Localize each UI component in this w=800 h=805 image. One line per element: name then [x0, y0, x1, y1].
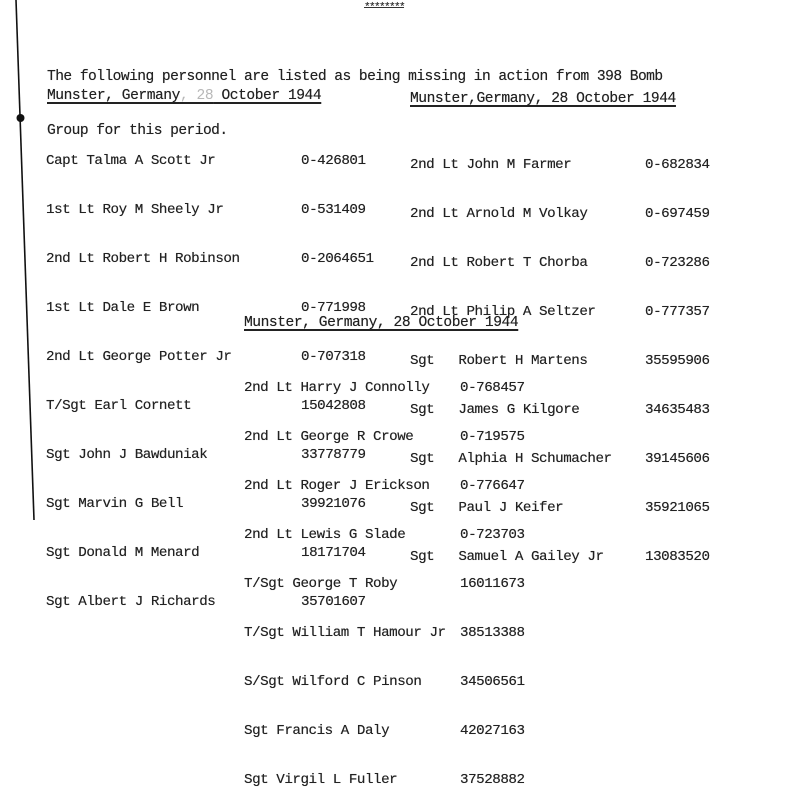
personnel-row	[244, 625, 525, 642]
personnel-name: 2nd Lt George Potter Jr	[46, 349, 232, 365]
personnel-name: 2nd Lt Lewis G Slade	[244, 527, 406, 543]
personnel-row	[410, 549, 710, 566]
serial-number: 39145606	[645, 451, 710, 467]
personnel-row	[46, 594, 366, 611]
personnel-name: Sgt Francis A Daly	[244, 723, 390, 739]
margin-hole-dot	[17, 114, 25, 122]
serial-number: 13083520	[645, 549, 710, 565]
personnel-name: S/Sgt Wilford C Pinson	[244, 674, 422, 690]
personnel-name: Sgt Alphia H Schumacher	[410, 451, 612, 467]
personnel-row	[46, 300, 366, 317]
serial-number: 15042808	[301, 398, 366, 414]
serial-number: 0-723286	[645, 255, 710, 271]
section-heading-right: Munster,Germany, 28 October 1944	[410, 91, 676, 107]
serial-number: 33778779	[301, 447, 366, 463]
intro-line-2: Group for this period.	[47, 123, 228, 139]
separator-stars: ********	[364, 2, 405, 14]
intro-line-1: The following personnel are listed as being missing in action from 398 Bomb	[47, 69, 663, 85]
serial-number: 0-426801	[301, 153, 366, 169]
personnel-name: Sgt Robert H Martens	[410, 353, 588, 369]
personnel-row	[410, 157, 710, 174]
personnel-row	[410, 353, 710, 370]
serial-number: 34635483	[645, 402, 710, 418]
personnel-row	[410, 500, 710, 517]
serial-number: 35921065	[645, 500, 710, 516]
serial-number: 0-776647	[460, 478, 525, 494]
personnel-row	[410, 206, 710, 223]
heading-location: Munster, Germany	[47, 88, 180, 104]
serial-number: 0-777357	[645, 304, 710, 320]
section-heading-left	[47, 88, 321, 104]
serial-number: 0-682834	[645, 157, 710, 173]
serial-number: 0-697459	[645, 206, 710, 222]
personnel-name: 1st Lt Roy M Sheely Jr	[46, 202, 224, 218]
personnel-row	[244, 478, 525, 495]
heading-faded-date: , 28	[179, 88, 214, 104]
serial-number: 0-707318	[301, 349, 366, 365]
personnel-name: 2nd Lt Roger J Erickson	[244, 478, 430, 494]
personnel-name: 1st Lt Dale E Brown	[46, 300, 200, 316]
personnel-name: Sgt John J Bawduniak	[46, 447, 208, 463]
heading-month-year: October 1944	[213, 88, 322, 104]
serial-number: 16011673	[460, 576, 525, 592]
personnel-row	[410, 255, 710, 272]
personnel-name: 2nd Lt Arnold M Volkay	[410, 206, 588, 222]
serial-number: 42027163	[460, 723, 525, 739]
personnel-row	[46, 398, 366, 415]
personnel-row	[244, 772, 525, 789]
personnel-row	[46, 251, 374, 268]
serial-number: 35701607	[301, 594, 366, 610]
personnel-name: 2nd Lt Harry J Connolly	[244, 380, 430, 396]
serial-number: 0-719575	[460, 429, 525, 445]
personnel-row	[46, 545, 366, 562]
serial-number: 0-723703	[460, 527, 525, 543]
personnel-name: Sgt Virgil L Fuller	[244, 772, 398, 788]
personnel-name: Sgt Samuel A Gailey Jr	[410, 549, 604, 565]
personnel-name: Sgt Marvin G Bell	[46, 496, 184, 512]
personnel-name: Sgt Albert J Richards	[46, 594, 216, 610]
personnel-row	[244, 527, 525, 544]
personnel-row	[244, 576, 525, 593]
serial-number: 0-771998	[301, 300, 366, 316]
personnel-name: T/Sgt Earl Cornett	[46, 398, 192, 414]
serial-number: 0-2064651	[301, 251, 374, 267]
serial-number: 38513388	[460, 625, 525, 641]
personnel-name: Capt Talma A Scott Jr	[46, 153, 216, 169]
personnel-row	[46, 349, 366, 366]
personnel-name: Sgt Paul J Keifer	[410, 500, 564, 516]
personnel-row	[410, 451, 710, 468]
personnel-row	[244, 380, 525, 397]
personnel-name: 2nd Lt Philip A Seltzer	[410, 304, 596, 320]
personnel-row	[244, 674, 525, 691]
serial-number: 34506561	[460, 674, 525, 690]
personnel-name: 2nd Lt Robert H Robinson	[46, 251, 240, 267]
personnel-row	[46, 496, 366, 513]
personnel-row	[46, 153, 366, 170]
section-heading-bottom: Munster, Germany, 28 October 1944	[244, 315, 519, 331]
personnel-name: T/Sgt William T Hamour Jr	[244, 625, 446, 641]
serial-number: 35595906	[645, 353, 710, 369]
personnel-row	[410, 402, 710, 419]
serial-number: 37528882	[460, 772, 525, 788]
personnel-row	[46, 202, 366, 219]
personnel-name: Sgt James G Kilgore	[410, 402, 580, 418]
personnel-name: T/Sgt George T Roby	[244, 576, 398, 592]
personnel-name: 2nd Lt George R Crowe	[244, 429, 414, 445]
personnel-name: Sgt Donald M Menard	[46, 545, 200, 561]
personnel-row	[244, 723, 525, 740]
serial-number: 18171704	[301, 545, 366, 561]
serial-number: 0-531409	[301, 202, 366, 218]
personnel-row	[46, 447, 366, 464]
personnel-name: 2nd Lt Robert T Chorba	[410, 255, 588, 271]
personnel-row	[244, 429, 525, 446]
personnel-name: 2nd Lt John M Farmer	[410, 157, 572, 173]
serial-number: 0-768457	[460, 380, 525, 396]
serial-number: 39921076	[301, 496, 366, 512]
